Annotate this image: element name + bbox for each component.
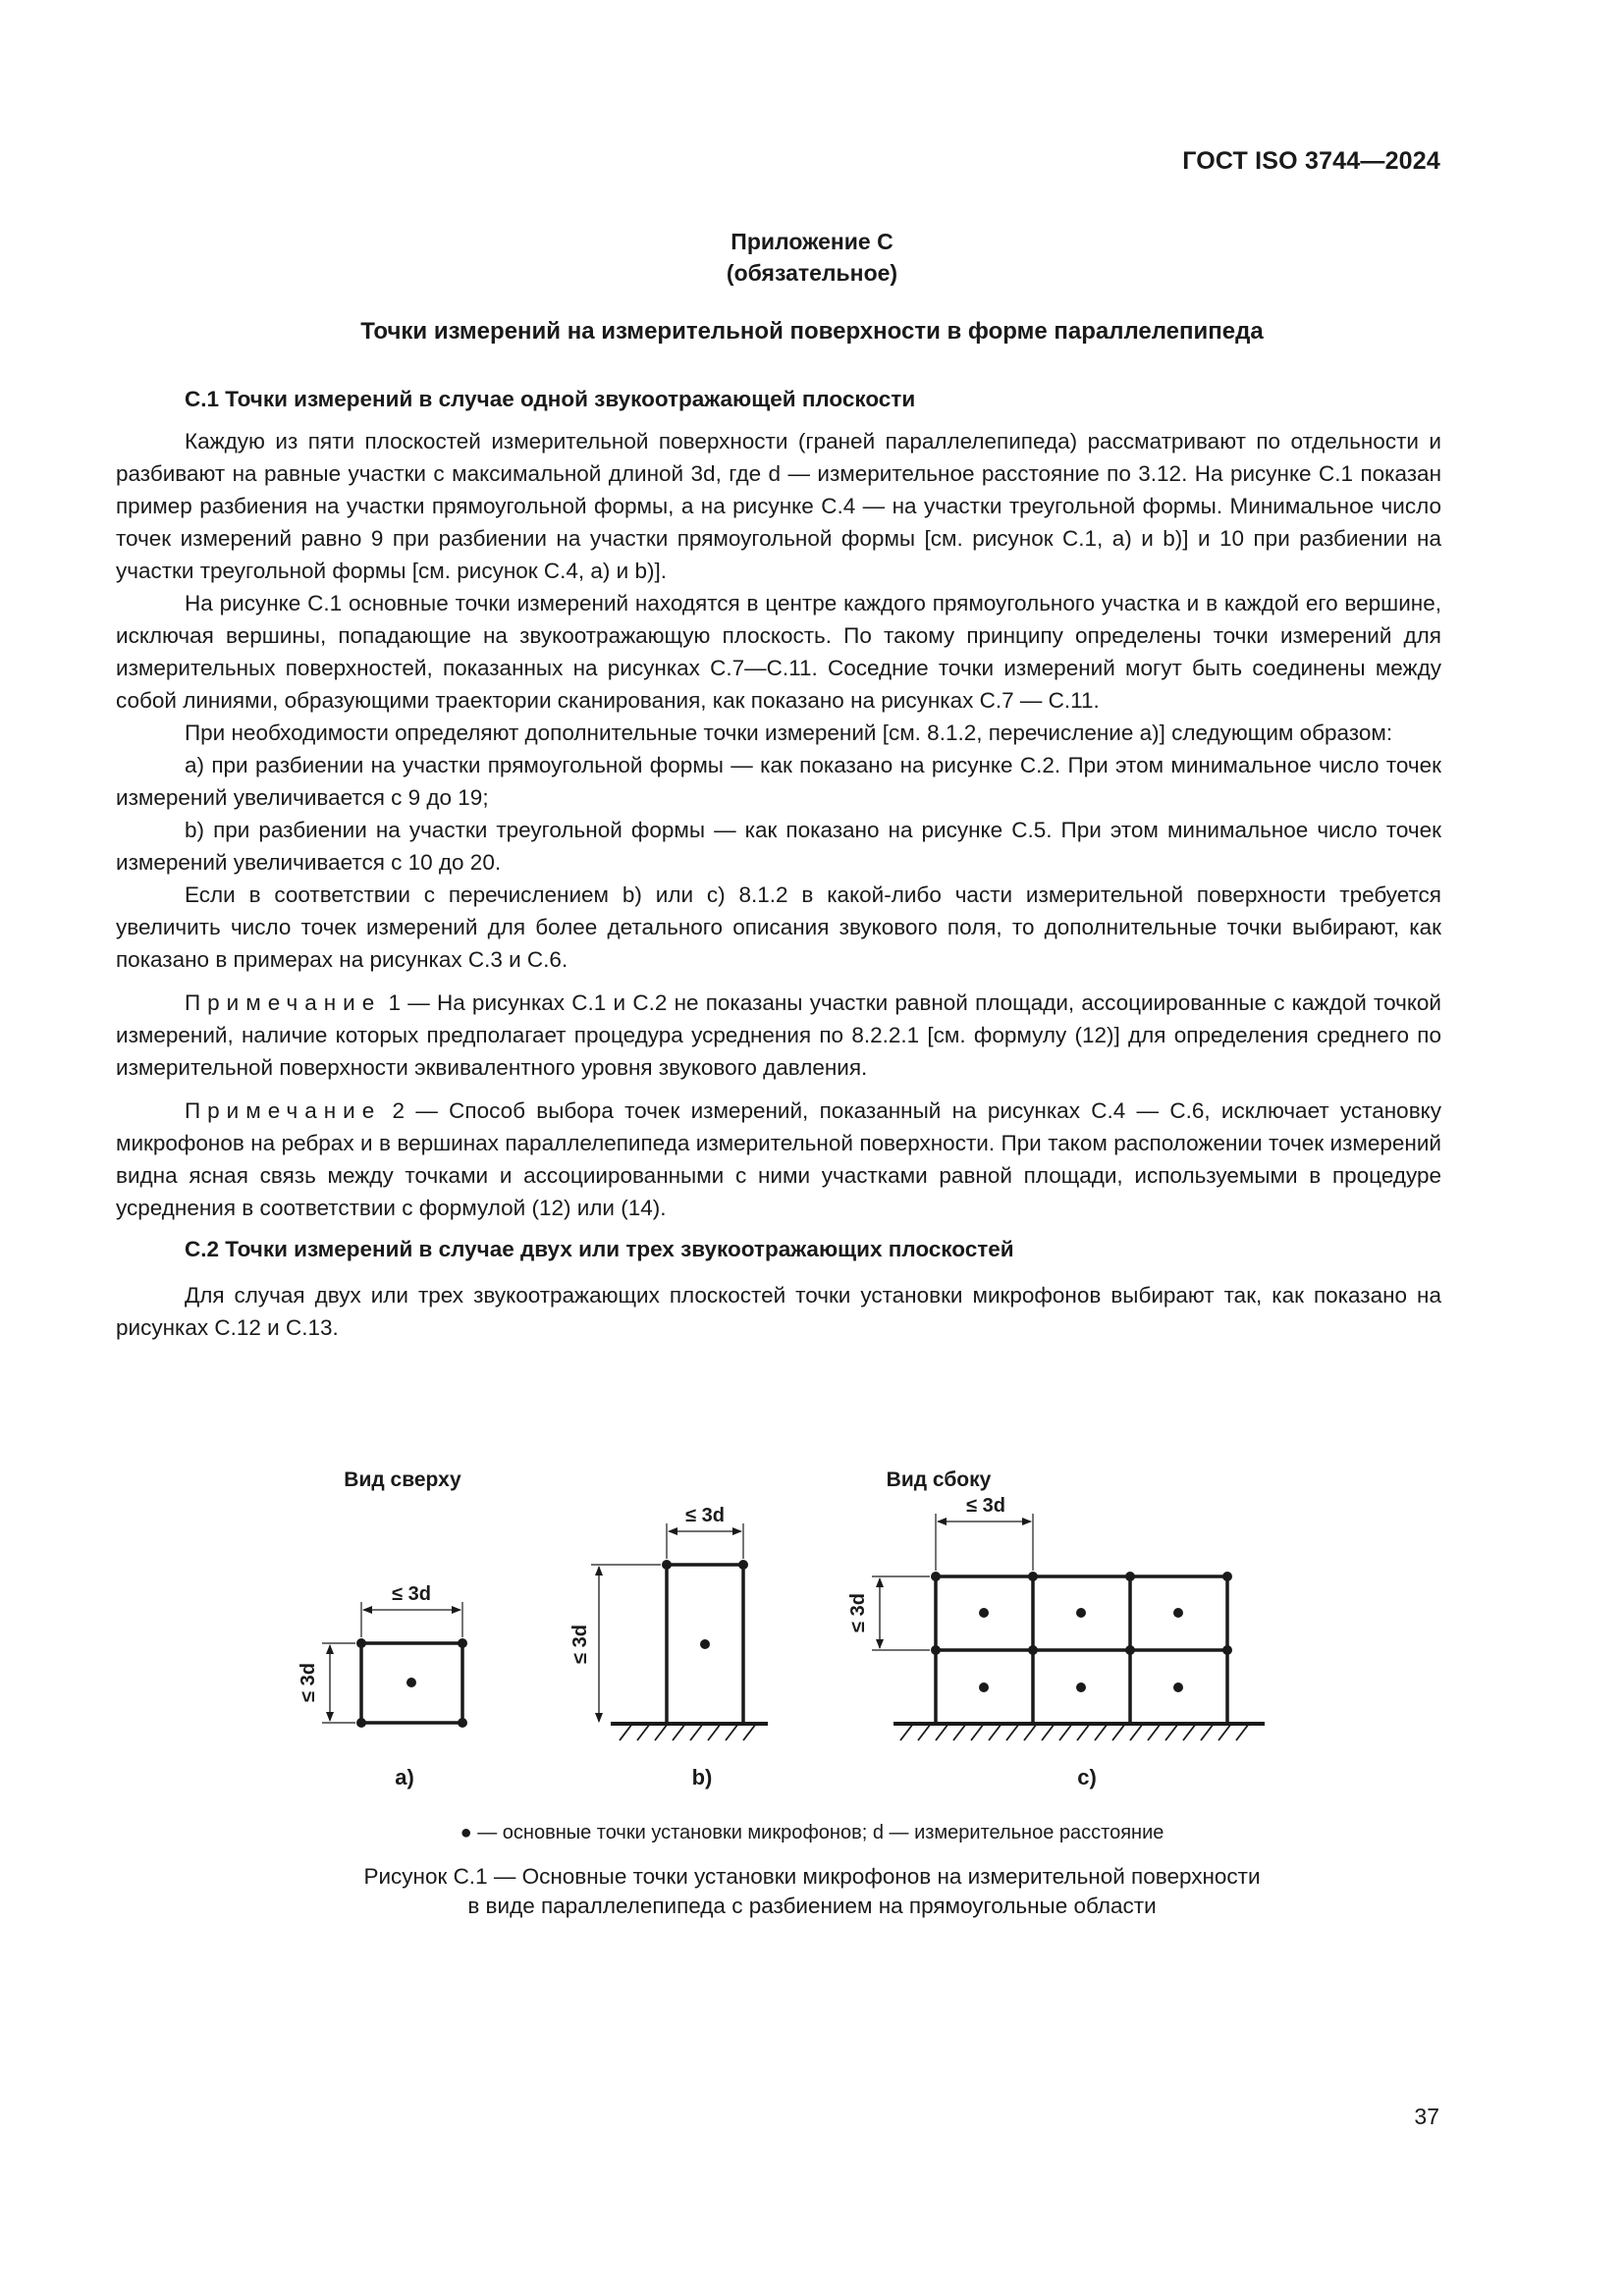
- section-c2-heading: С.2 Точки измерений в случае двух или трех звукоотражающих плоскостей: [185, 1237, 1014, 1261]
- paragraph: Каждую из пяти плоскостей измерительной поверхности (граней параллелепипеда) рассматривают по отдельности и разбивают на равные участки с максимальной длиной 3d, где d — измерительное расстояние по 3.12. На рисунке С.1 показан пример разбиения на участки прямоугольной формы, а на рисунке С.4 — на участки треугольной формы. Минимальное число точек измерений равно 9 при разбиении на участки прямоугольной формы [см. рисунок С.1, а) и b)] и 10 при разбиении на участки треугольной формы [см. рисунок С.4, а) и b)].: [116, 429, 1441, 583]
- section-c1-heading: С.1 Точки измерений в случае одной звукоотражающей плоскости: [185, 387, 916, 411]
- caption-line: в виде параллелепипеда с разбиением на прямоугольные области: [467, 1894, 1157, 1918]
- measurement-point: [931, 1572, 941, 1581]
- measurement-point: [458, 1718, 467, 1728]
- measurement-point: [1076, 1682, 1086, 1692]
- dimension-label: ≤ 3d: [298, 1663, 319, 1702]
- dimension-label: ≤ 3d: [966, 1495, 1005, 1517]
- measurement-point: [1173, 1682, 1183, 1692]
- measurement-point: [356, 1718, 366, 1728]
- page-number: 37: [1414, 2104, 1439, 2129]
- paragraph: На рисунке С.1 основные точки измерений находятся в центре каждого прямоугольного участка и в каждой его вершине, исключая вершины, попадающие на звукоотражающую плоскость. По такому принципу определены точки измерений для измерительных поверхностей, показанных на рисунках С.7—С.11. Соседние точки измерений могут быть соединены между собой линиями, образующими траектории сканирования, как показано на рисунках С.7 — С.11.: [116, 591, 1441, 713]
- paragraph: Для случая двух или трех звукоотражающих плоскостей точки установки микрофонов выбирают так, как показано на рисунках С.12 и С.13.: [116, 1283, 1441, 1340]
- note-label: Примечание: [185, 990, 382, 1015]
- measurement-point: [1028, 1645, 1038, 1655]
- note-text: 1 — На рисунках С.1 и С.2 не показаны участки равной площади, ассоциированные с каждой точкой измерений, наличие которых предполагает процедура усреднения по 8.2.2.1 [см. формулу (12)] для определения среднего по измерительной поверхности эквивалентного уровня звукового давления.: [116, 990, 1441, 1080]
- measurement-point: [1222, 1645, 1232, 1655]
- figure-c1: [295, 1463, 1276, 1836]
- dimension-label: ≤ 3d: [569, 1625, 591, 1664]
- measurement-point: [1076, 1608, 1086, 1618]
- appendix-status: (обязательное): [726, 260, 898, 286]
- measurement-point: [1125, 1645, 1135, 1655]
- measurement-point: [356, 1638, 366, 1648]
- label-c: с): [1077, 1765, 1097, 1789]
- list-item-b: b) при разбиении на участки треугольной формы — как показано на рисунке С.5. При этом минимальное число точек измерений увеличивается с 10 до 20.: [116, 818, 1441, 875]
- note-label: Примечание: [185, 1098, 382, 1123]
- measurement-point: [979, 1682, 989, 1692]
- figure-legend: ● — основные точки установки микрофонов; d — измерительное расстояние: [460, 1822, 1164, 1843]
- measurement-point: [1028, 1572, 1038, 1581]
- measurement-point: [1222, 1572, 1232, 1581]
- paragraph: При необходимости определяют дополнительные точки измерений [см. 8.1.2, перечисление а)] следующим образом:: [185, 721, 1393, 745]
- ground-hatching: [620, 1724, 756, 1740]
- label-b: b): [691, 1765, 713, 1789]
- measurement-point: [458, 1638, 467, 1648]
- appendix-title: Приложение С: [731, 229, 893, 254]
- dimension-label: ≤ 3d: [392, 1583, 431, 1605]
- measurement-point: [662, 1560, 672, 1570]
- diagram-c: [847, 1495, 1265, 1789]
- measurement-point: [700, 1639, 710, 1649]
- measurement-point: [931, 1645, 941, 1655]
- measurement-point: [979, 1608, 989, 1618]
- measurement-point: [1173, 1608, 1183, 1618]
- main-title: Точки измерений на измерительной поверхности в форме параллелепипеда: [360, 318, 1264, 345]
- list-item-a: а) при разбиении на участки прямоугольной формы — как показано на рисунке С.2. При этом минимальное число точек измерений увеличивается с 9 до 19;: [116, 753, 1441, 810]
- measurement-point: [1125, 1572, 1135, 1581]
- note-1: [116, 987, 1441, 1084]
- measurement-point: [406, 1678, 416, 1687]
- figure-caption: [0, 1862, 1624, 1921]
- diagram-b: [569, 1505, 768, 1789]
- view-side-label: Вид сбоку: [886, 1468, 992, 1491]
- section-c1: [116, 383, 1441, 1344]
- caption-line: Рисунок С.1 — Основные точки установки микрофонов на измерительной поверхности: [363, 1864, 1261, 1889]
- document-id: ГОСТ ISO 3744—2024: [1182, 147, 1440, 175]
- measurement-point: [738, 1560, 748, 1570]
- dimension-label: ≤ 3d: [685, 1505, 725, 1526]
- paragraph: Если в соответствии с перечислением b) или с) 8.1.2 в какой-либо части измерительной поверхности требуется увеличить число точек измерений для более детального описания звукового поля, то дополнительные точки выбирают, как показано в примерах на рисунках С.3 и С.6.: [116, 882, 1441, 972]
- note-2: [116, 1095, 1441, 1224]
- view-top-label: Вид сверху: [344, 1468, 461, 1491]
- dimension-label: ≤ 3d: [847, 1593, 869, 1632]
- ground-hatching: [900, 1724, 1249, 1740]
- appendix-heading: [0, 226, 1624, 289]
- diagram-a: [298, 1583, 467, 1789]
- note-text: 2 — Способ выбора точек измерений, показанный на рисунках С.4 — С.6, исключает установку микрофонов на ребрах и в вершинах параллелепипеда измерительной поверхности. При таком расположении точек измерений видна ясная связь между точками и ассоциированными с ними участками равной площади, используемыми в процедуре усреднения в соответствии с формулой (12) или (14).: [116, 1098, 1441, 1220]
- label-a: а): [395, 1765, 414, 1789]
- figure-c1-drawing: [295, 1463, 1276, 1836]
